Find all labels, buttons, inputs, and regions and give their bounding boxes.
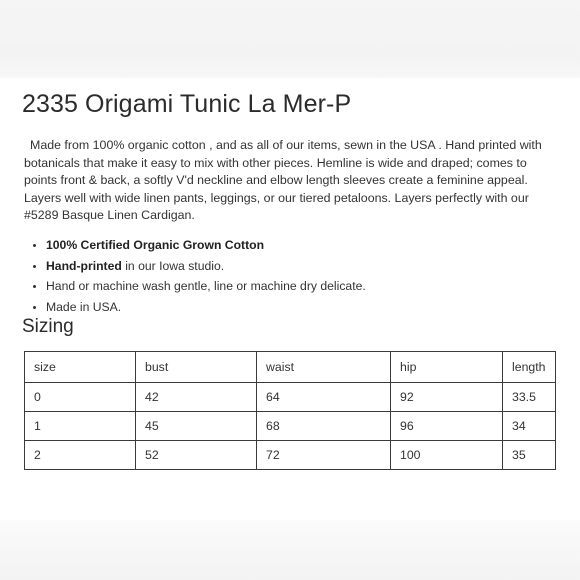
table-row xyxy=(25,412,556,441)
cell-hip: 96 xyxy=(391,412,503,441)
cell-length: 35 xyxy=(503,441,556,470)
feature-text: in our Iowa studio. xyxy=(121,258,225,273)
table-row xyxy=(25,383,556,412)
cell-bust: 52 xyxy=(136,441,257,470)
product-title: 2335 Origami Tunic La Mer-P xyxy=(22,90,352,118)
feature-text: Hand or machine wash gentle, line or machine dry delicate. xyxy=(46,279,366,293)
cell-size: 0 xyxy=(25,383,136,412)
table-header-row xyxy=(25,352,556,383)
cell-bust: 42 xyxy=(136,383,257,412)
cell-waist: 72 xyxy=(257,441,391,470)
sizing-heading: Sizing xyxy=(22,316,74,337)
feature-bold: Hand-printed xyxy=(46,258,122,273)
feature-item xyxy=(46,297,366,318)
cell-waist: 68 xyxy=(257,412,391,441)
product-description: Made from 100% organic cotton , and as all of our items, sewn in the USA . Hand printed with botanicals that make it easy to mix with other pieces. Hemline is wide and draped; comes to points front & back, a softly V'd neckline and elbow length sleeves create a feminine appeal. Layers well with wide linen pants, leggings, or our tiered petaloons. Layers perfectly with our #5289 Basque Linen Cardigan. xyxy=(24,138,542,222)
feature-item xyxy=(46,276,366,297)
feature-item xyxy=(46,235,366,256)
sizing-table xyxy=(24,351,556,470)
top-background xyxy=(0,0,580,80)
cell-length: 33.5 xyxy=(503,383,556,412)
table-row xyxy=(25,441,556,470)
cell-hip: 100 xyxy=(391,441,503,470)
feature-list xyxy=(24,235,366,317)
cell-size: 1 xyxy=(25,412,136,441)
cell-bust: 45 xyxy=(136,412,257,441)
header-cell-bust: bust xyxy=(136,352,257,383)
header-cell-hip: hip xyxy=(391,352,503,383)
header-cell-length: length xyxy=(503,352,556,383)
header-cell-waist: waist xyxy=(257,352,391,383)
bottom-background xyxy=(0,520,580,580)
cell-hip: 92 xyxy=(391,383,503,412)
feature-text: Made in USA. xyxy=(46,299,122,314)
header-cell-size: size xyxy=(25,352,136,383)
feature-item xyxy=(46,256,366,277)
cell-size: 2 xyxy=(25,441,136,470)
cell-waist: 64 xyxy=(257,383,391,412)
feature-bold: 100% Certified Organic Grown Cotton xyxy=(46,238,265,252)
cell-length: 34 xyxy=(503,412,556,441)
